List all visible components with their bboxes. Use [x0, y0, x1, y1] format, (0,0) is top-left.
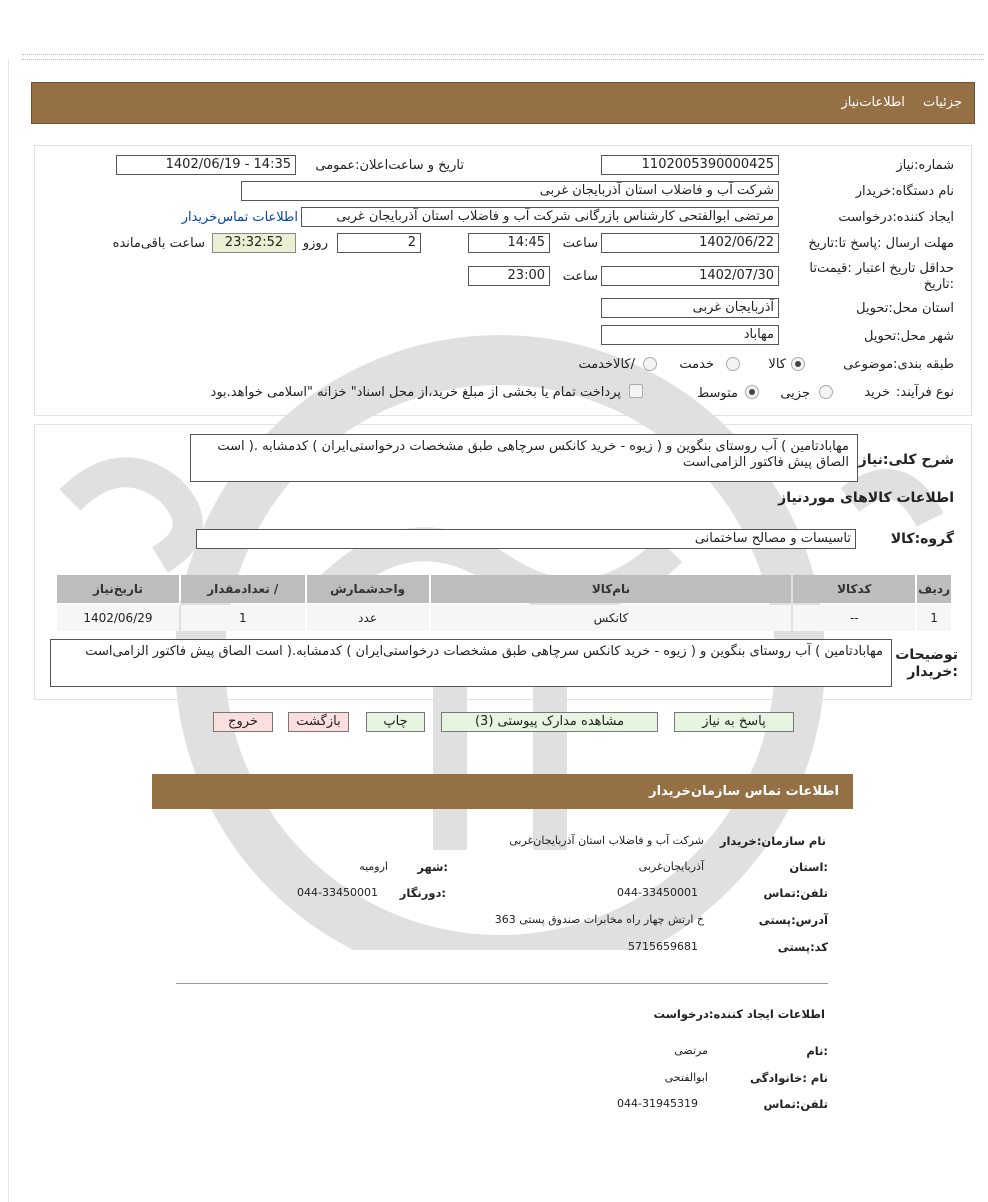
contact-fax-value: 044-33450001: [297, 886, 378, 899]
need-number-label: شماره:نیاز: [896, 158, 954, 173]
cell-row-num: 1: [917, 605, 951, 631]
contact-address-label: آدرس:پستی: [758, 913, 828, 927]
print-button[interactable]: چاپ: [366, 712, 425, 732]
cell-goods-name: کانکس: [431, 605, 792, 631]
col-row-num: ردیف: [917, 575, 951, 603]
validity-time-label: ساعت: [562, 269, 598, 284]
province-label: استان محل:تحویل: [856, 301, 954, 316]
category-goods-label: کالا: [768, 357, 786, 372]
goods-group-label: گروه:کالا: [890, 531, 954, 547]
contact-postal-value: 5715659681: [628, 940, 698, 953]
cell-quantity: 1: [181, 605, 305, 631]
announce-label: تاریخ و ساعت‌اعلان:عمومی: [315, 158, 464, 173]
buyer-org-field: شرکت آب و فاضلاب استان آذربایجان غربی: [241, 181, 779, 201]
category-service-label: خدمت: [679, 357, 714, 372]
province-field: آذربایجان غربی: [601, 298, 779, 318]
validity-label-text: حداقل تاریخ اعتبار :قیمت‌تا :تاریخ: [809, 261, 954, 292]
reply-button[interactable]: پاسخ به نیاز: [674, 712, 794, 732]
goods-table-header: [57, 575, 951, 603]
category-goods-service-label: /کالاخدمت: [578, 357, 635, 372]
reply-time-field: 14:45: [468, 233, 550, 253]
validity-date-field: 1402/07/30: [601, 266, 779, 286]
validity-label: [804, 261, 954, 293]
cell-need-date: 1402/06/29: [57, 605, 179, 631]
category-goods-radio[interactable]: [791, 357, 805, 371]
breadcrumb: [827, 95, 962, 110]
col-need-date: تاریخ‌نیاز: [57, 575, 179, 603]
breadcrumb-details[interactable]: جزئیات: [923, 95, 962, 110]
contact-city-label: :شهر: [417, 860, 448, 874]
need-number-field: 1102005390000425: [601, 155, 779, 175]
contact-org-value: شرکت آب و فاضلاب استان آذربایجان‌غربی: [509, 834, 704, 847]
contact-city-value: ارومیه: [359, 860, 388, 873]
process-label: نوع فرآیند:: [896, 385, 954, 400]
general-desc-label: شرح کلی:نیاز: [858, 452, 954, 468]
left-border: [8, 60, 9, 1202]
treasury-payment-label: پرداخت تمام یا بخشی از مبلغ خرید،از محل اسناد" خزانه "اسلامی خواهد.بود: [210, 385, 621, 400]
category-service-radio[interactable]: [726, 357, 740, 371]
creator-info-title: اطلاعات ایجاد کننده:درخواست: [653, 1007, 825, 1021]
days-label: روزو: [302, 236, 328, 251]
category-label: طبقه بندی:موضوعی: [843, 357, 954, 372]
top-dotted-line: [22, 54, 984, 60]
days-field: 2: [337, 233, 421, 253]
contact-header: اطلاعات تماس سازمان‌خریدار: [152, 774, 853, 809]
exit-button[interactable]: خروج: [213, 712, 273, 732]
table-row: [57, 605, 951, 631]
process-minor-radio[interactable]: [819, 385, 833, 399]
col-goods-name: نام‌کالا: [431, 575, 792, 603]
remaining-label: ساعت باقی‌مانده: [112, 236, 205, 251]
creator-family-label: نام :خانوادگی: [750, 1071, 828, 1085]
buyer-org-label: نام دستگاه:خریدار: [855, 184, 954, 199]
creator-label: ایجاد کننده:درخواست: [838, 210, 954, 225]
reply-time-label: ساعت: [562, 236, 598, 251]
col-goods-code: کدکالا: [793, 575, 915, 603]
reply-date-field: 1402/06/22: [601, 233, 779, 253]
contact-postal-label: کد:پستی: [777, 940, 828, 954]
creator-family-value: ابوالفتحی: [664, 1071, 708, 1084]
buyer-desc-box: مهاباد‌تامین ) آب روستای بنگوین و ( زیوه - خرید کانکس سرچاهی طبق مشخصات درخواستی‌ایران ) کدمشابه.( است الصاق پیش فاکتور الزامی‌است: [50, 639, 892, 687]
creator-name-value: مرتضی: [674, 1044, 708, 1057]
process-medium-label: متوسط: [697, 386, 738, 401]
breadcrumb-need-info[interactable]: اطلاعات‌نیاز: [841, 95, 905, 110]
contact-org-label: نام سازمان:خریدار: [719, 834, 826, 848]
contact-fax-label: :دورنگار: [399, 886, 446, 900]
category-goods-service-radio[interactable]: [643, 357, 657, 371]
reply-deadline-label: مهلت ارسال :پاسخ تا:تاریخ: [808, 236, 954, 251]
creator-phone-value: 044-31945319: [617, 1097, 698, 1110]
cell-unit: عدد: [307, 605, 429, 631]
process-buy-label: خرید: [864, 385, 890, 400]
contact-address-value: خ ارتش چهار راه مخابرات صندوق پستی 363: [494, 913, 704, 926]
announce-field: 1402/06/19 - 14:35: [116, 155, 296, 175]
city-label: شهر محل:تحویل: [864, 329, 954, 344]
page-header: [31, 82, 975, 124]
buyer-desc-label-text: توضیحات :خریدار: [895, 647, 958, 680]
process-minor-label: جزیی: [780, 386, 810, 401]
contact-phone-label: تلفن:تماس: [763, 886, 828, 900]
treasury-payment-checkbox[interactable]: [629, 384, 643, 398]
buyer-desc-label: [894, 647, 958, 681]
contact-separator: [176, 983, 828, 984]
contact-phone-value: 044-33450001: [617, 886, 698, 899]
goods-table: [55, 573, 953, 633]
remaining-time-field: 23:32:52: [212, 233, 296, 253]
goods-info-label: اطلاعات کالاهای مورد‌نیاز: [778, 490, 954, 506]
cell-goods-code: --: [793, 605, 915, 631]
contact-province-value: آذربایجان‌غربی: [638, 860, 704, 873]
goods-group-field: تاسیسات و مصالح ساختمانی: [196, 529, 856, 549]
general-desc-box: مهاباد‌تامین ) آب روستای بنگوین و ( زیوه - خرید کانکس سرچاهی طبق مشخصات درخواستی‌ایران ) کدمشابه .( است الصاق پیش فاکتور الزامی‌است: [190, 434, 858, 482]
contact-province-label: :استان: [789, 860, 828, 874]
validity-time-field: 23:00: [468, 266, 550, 286]
creator-field: مرتضی ابوالفتحی کارشناس بازرگانی شرکت آب و فاضلاب استان آذربایجان غربی: [301, 207, 779, 227]
creator-phone-label: تلفن:تماس: [763, 1097, 828, 1111]
attachments-button[interactable]: مشاهده مدارک پیوستی (3): [441, 712, 658, 732]
col-quantity: / تعدادمقدار: [181, 575, 305, 603]
process-medium-radio[interactable]: [745, 385, 759, 399]
back-button[interactable]: بازگشت: [288, 712, 349, 732]
col-unit: واحدشمارش: [307, 575, 429, 603]
buyer-contact-link[interactable]: اطلاعات تماس‌خریدار: [181, 210, 298, 225]
creator-name-label: :نام: [806, 1044, 828, 1058]
city-field: مهاباد: [601, 325, 779, 345]
